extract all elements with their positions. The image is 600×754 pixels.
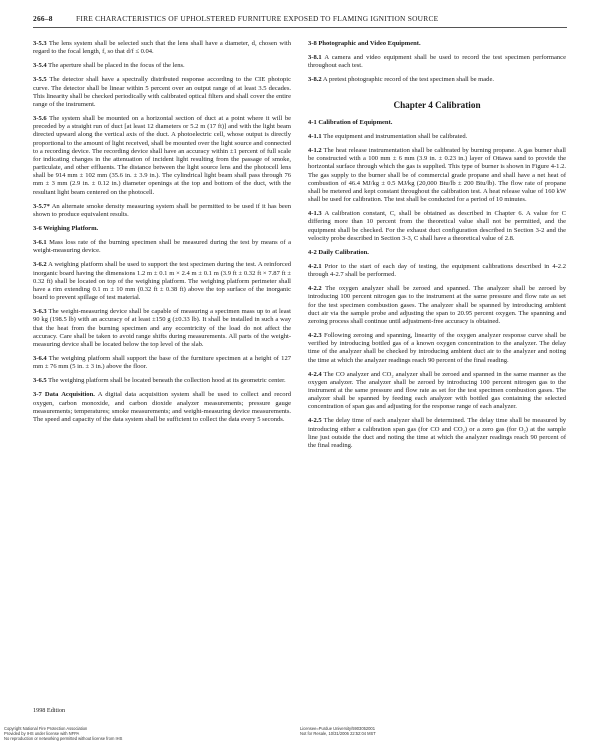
footer-line: Provided by IHS under license with NFPA	[4, 731, 80, 736]
paragraph-text: A calibration constant, C, shall be obtained as described in Chapter 6. A value for C differing more than 10 percent from the theoretical value shall not be permitted, and the equipment shall be checked. For the exhaust duct configuration described in Section 3-2 and the velocity probe described in Section 3-3, C shall have a theoretical value of 2.8.	[308, 210, 567, 242]
paragraph-text: A digital data acquisition system shall be used to collect and record oxygen, carbon monoxide, and carbon dioxide analyzer measurements; pressure gauge measurements; temperatures; smoke measurements; and weight-measuring device measurements. The speed and capacity of the data system shall be sufficient to collect the data every 5 seconds.	[33, 391, 291, 423]
chapter-title: Chapter 4 Calibration	[393, 99, 481, 110]
paragraph-3-6-3	[33, 308, 291, 349]
paragraph-4-1-1	[308, 133, 566, 141]
paragraph-4-1-2	[308, 147, 566, 204]
paragraph-4-2-4	[308, 371, 566, 412]
paragraph-text: The weighing platform shall support the base of the furniture specimen at a height of 127 mm ± 76 mm (5 in. ± 3 in.) above the floor.	[33, 355, 291, 371]
section-number: 3-6.2	[33, 261, 47, 269]
paragraph-text: Mass loss rate of the burning specimen shall be measured during the test by means of a weight-measuring device.	[33, 239, 292, 255]
paragraph-3-8-1	[308, 54, 566, 70]
edition-label: 1998 Edition	[33, 707, 66, 714]
paragraph-text: The detector shall have a spectrally distributed response according to the CIE photopic curve. The detector shall be linear within 5 percent over an output range of at least 3.5 decades. This linearity shall be checked periodically with calibrated optical filters and shall cover the entire range of the instrument.	[33, 76, 291, 108]
section-heading-4-2: 4-2 Daily Calibration.	[308, 248, 369, 256]
paragraph-4-2-1	[308, 263, 566, 279]
section-number: 3-6.5	[33, 377, 47, 385]
section-number: 4-1.3	[308, 210, 322, 218]
section-number: 4-2.5	[308, 417, 322, 425]
section-number: 3-5.4	[33, 62, 47, 70]
paragraph-3-6-5	[33, 377, 291, 385]
paragraph-3-5-3	[33, 40, 291, 56]
paragraph-3-5-5	[33, 76, 291, 109]
paragraph-3-6-2	[33, 261, 291, 302]
section-number: 4-2.4	[308, 370, 322, 378]
paragraph-text: The weight-measuring device shall be capable of measuring a specimen mass up to at least 90 kg (198.5 lb) with an accuracy of at least ±150 g (±0.33 lb). It shall be installed in such a way that the heat from the burning specimen and any eccentricity of the load do not affect the accuracy. Care shall be taken to avoid range shifts during measurements. All parts of the weight-measuring device shall be located below the top level of the slab.	[33, 308, 291, 348]
paragraph-3-5-4	[33, 62, 291, 70]
paragraph-3-5-7	[33, 203, 291, 219]
section-heading-3-8: 3-8 Photographic and Video Equipment.	[308, 40, 421, 47]
paragraph-3-6-4	[33, 355, 291, 371]
footer-line: Licensee=Purdue University/5903052001	[300, 726, 375, 731]
section-number: 3-5.3	[33, 40, 47, 47]
paragraph-text: A pretest photographic record of the test specimen shall be made.	[322, 76, 494, 84]
paragraph-4-2-2	[308, 285, 566, 326]
paragraph-3-7	[33, 391, 291, 424]
paragraph-text: The equipment and instrumentation shall be calibrated.	[323, 132, 468, 140]
section-number: 4-2.2	[308, 285, 322, 293]
paragraph-text: Following zeroing and spanning, linearity of the oxygen analyzer response curve shall be verified by introducing bottled gas of a known oxygen concentration to the analyzer. The delay time of the analyzer shall be checked by introducing ambient duct air to the analyzer and noting the time at which the analyzer readings reach 90 percent of the final reading.	[308, 332, 566, 364]
left-column	[33, 40, 291, 430]
footer-line: Not for Resale, 10/31/2006 22:52:04 MST	[300, 731, 376, 736]
paragraph-4-1-3	[308, 210, 566, 243]
paragraph-text: A weighing platform shall be used to support the test specimen during the test. A reinforced inorganic board having the dimensions 1.2 m ± 0.1 m × 2.4 m ± 0.1 m (3.9 ft ± 0.32 ft × 7.87 ft ± 0.32 ft) shall be located on top of the weighing platform. The weighing platform perimeter shall have a rim extending 0.1 m ± 10 mm (0.32 ft ± 0.38 ft) above the top surface of the inorganic board to prevent spillage of test material.	[33, 261, 292, 302]
section-number: 4-1.1	[308, 132, 322, 140]
paragraph-text: The delay time of each analyzer shall be determined. The delay time shall be measured by introducing either a calibration span gas (for CO and CO₂) or a zero gas (for O₂) at the sample line just outside the duct and noting the time at which the analyzer readings reach 90 percent of the final reading.	[308, 417, 566, 449]
page-number: 266–8	[33, 14, 53, 23]
paragraph-3-6-1	[33, 239, 291, 255]
paragraph-4-2-5	[308, 417, 566, 450]
paragraph-text: The weighing platform shall be located beneath the collection hood at its geometric center.	[48, 377, 286, 385]
section-heading-4-1: 4-1 Calibration of Equipment.	[308, 118, 393, 126]
section-number: 3-5.5	[33, 76, 47, 84]
paragraph-3-8-2	[308, 76, 566, 84]
paragraph-4-2-3	[308, 332, 566, 365]
footer-line: Copyright National Fire Protection Association	[4, 726, 88, 731]
section-number: 3-5.6	[33, 115, 47, 123]
paragraph-text: The heat release instrumentation shall be calibrated by burning propane. A gas burner shall be constructed with a 100 mm ± 6 mm (3.9 in. ± 0.23 in.) layer of Ottawa sand to provide the horizontal surface through which the gas is supplied. This type of burner is shown in Figure 4-1.2. The gas supply to the burner shall be of commercial grade propane and shall have a net heat of combustion of 46.4 MJ/kg ± 0.5 MJ/kg (20,000 Btu/lb ± 200 Btu/lb). The flow rate of propane shall be metered and kept constant throughout the calibration test. A heat release value of 160 kW shall be used for calibration. The test shall be conducted for a period of 10 minutes.	[308, 147, 566, 204]
section-number: 4-2.3	[308, 332, 322, 340]
license-footer	[300, 726, 376, 736]
running-header	[33, 13, 567, 28]
section-number: 3-8.1	[308, 54, 322, 62]
paragraph-text: Prior to the start of each day of testing, the equipment calibrations described in 4-2.2 through 4-2.7 shall be performed.	[308, 262, 566, 279]
paragraph-text: An alternate smoke density measuring system shall be permitted to be used if it has been shown to produce equivalent results.	[33, 202, 291, 218]
section-number: 3-6.1	[33, 239, 47, 247]
section-number: 3-8.2	[308, 76, 322, 84]
section-number: 4-2.1	[308, 262, 322, 270]
section-number: 3-6.3	[33, 308, 47, 316]
paragraph-text: The system shall be mounted on a horizontal section of duct at a point where it will be preceded by a straight run of duct [at least 12 diameters or 5.2 m (17 ft)] and with the light beam directed upward along the vertical axis of the duct. A photoelectric cell, whose output is directly proportional to the amount of light received, shall be mounted over the light source and connected to a recording device. The recording device shall have an accuracy within ±1 percent of full scale for indicating changes in the attenuation of incident light resulting from the passage of smoke, particulate, and other effluents. The distance between the light source lens and the photocell lens shall be 914 mm ± 102 mm (35.6 in. ± 3.9 in.). The cylindrical light beam shall pass through 76 mm ± 3 mm (2.9 in. ± 0.12 in.) diameter openings at the top and bottom of the duct, with the resultant light beam centered on the photocell.	[33, 115, 291, 196]
section-number: 3-6.4	[33, 355, 47, 362]
paragraph-text: The lens system shall be selected such that the lens shall have a diameter, d, chosen with regard to the focal length, f, so that d/f ≤ 0.04.	[33, 40, 291, 56]
right-column	[308, 40, 566, 456]
paragraph-text: The aperture shall be placed in the focus of the lens.	[48, 62, 185, 70]
running-title: FIRE CHARACTERISTICS OF UPHOLSTERED FURNITURE EXPOSED TO FLAMING IGNITION SOURCE	[76, 14, 439, 23]
paragraph-3-5-6	[33, 115, 291, 197]
paragraph-text: A camera and video equipment shall be used to record the test specimen performance throughout each test.	[308, 54, 566, 70]
footer-line: No reproduction or networking permitted without license from IHS	[4, 736, 123, 741]
paragraph-text: The oxygen analyzer shall be zeroed and spanned. The analyzer shall be zeroed by introducing 100 percent nitrogen gas to the instrument at the same pressure and flow rate as set for the test specimen combustion gases. The analyzer shall be spanned by introducing ambient duct air via the sample probe and adjusting the span to 20.95 percent oxygen. The spanning and zeroing process shall continue until adjustment-free accuracy is obtained.	[308, 285, 566, 325]
copyright-footer	[4, 726, 122, 741]
section-number: 3-7 Data Acquisition.	[33, 391, 95, 399]
paragraph-text: The CO analyzer and CO₂ analyzer shall be zeroed and spanned in the same manner as the oxygen analyzer. The analyzer shall be zeroed by introducing 100 percent nitrogen gas to the instrument at the same pressure and flow rate as set for the test specimen combustion gases. The analyzer shall be spanned by feeding each analyzer with bottled gas containing the selected concentration of span gas and adjusting for the response range of each analyzer.	[308, 370, 566, 411]
section-heading-3-6: 3-6 Weighing Platform.	[33, 224, 99, 232]
section-number: 4-1.2	[308, 147, 322, 155]
section-number: 3-5.7*	[33, 202, 50, 210]
